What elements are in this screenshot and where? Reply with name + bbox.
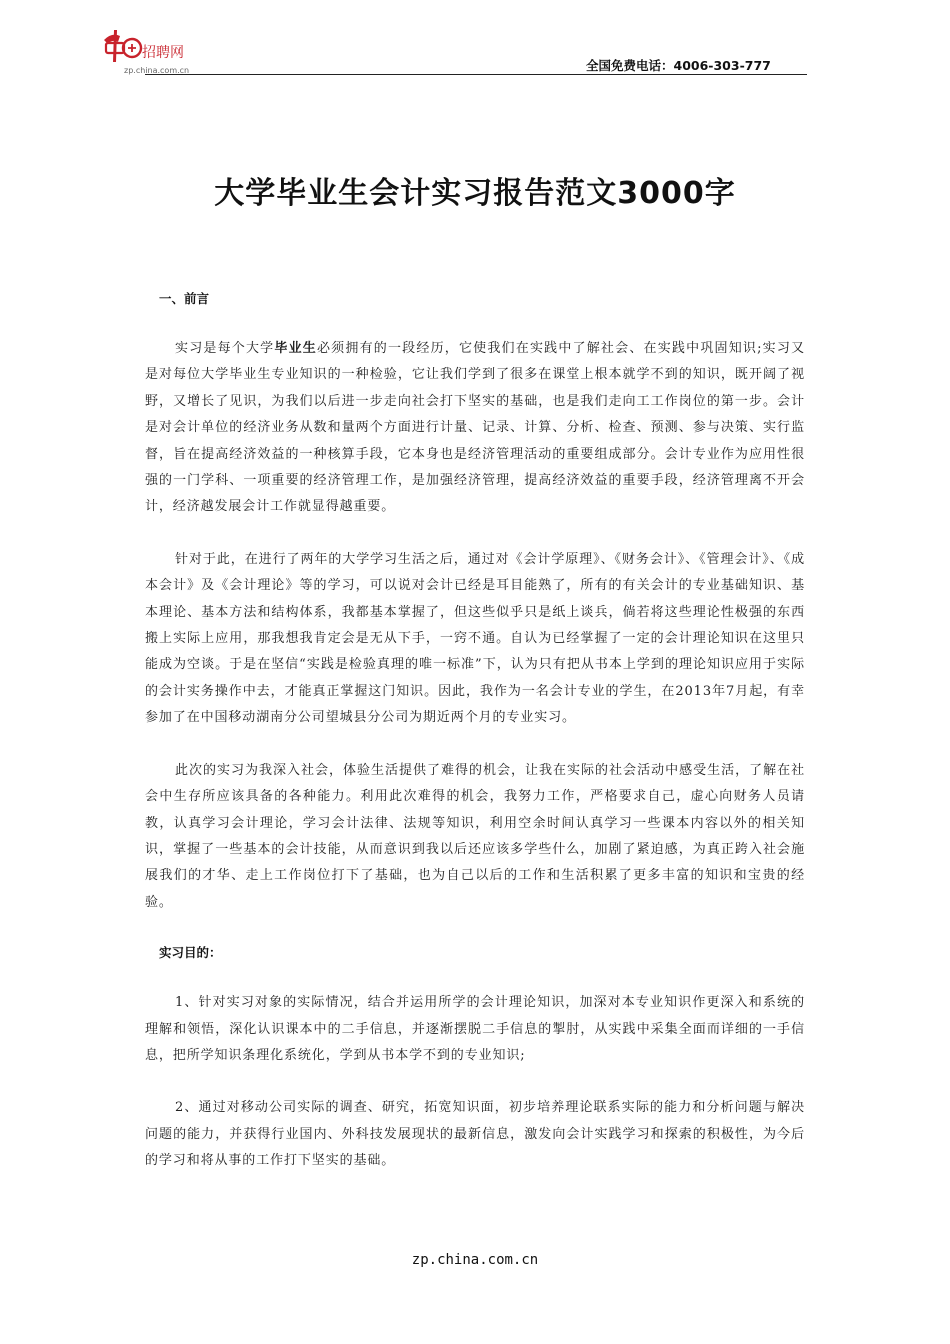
keyword-link-graduate[interactable]: 毕业生 <box>274 341 317 356</box>
header-divider <box>145 74 807 75</box>
paragraph-3: 此次的实习为我深入社会，体验生活提供了难得的机会，让我在实际的社会活动中感受生活，了解在社会中生存所应该具备的各种能力。利用此次难得的机会，我努力工作，严格要求自己，虚心向财务人员请教，认真学习会计理论，学习会计法律、法规等知识，利用空余时间认真学习一些课本内容以外的相关知识，掌握了一些基本的会计技能，从而意识到我以后还应该多学些什么，加剧了紧迫感，为真正跨入社会施展我们的才华、走上工作岗位打下了基础，也为自己以后的工作和生活积累了更多丰富的知识和宝贵的经验。 <box>145 762 805 910</box>
document-title: 大学毕业生会计实习报告范文3000字 <box>214 176 736 212</box>
paragraph-5: 2、通过对移动公司实际的调查、研究，拓宽知识面，初步培养理论联系实际的能力和分析问题与解决问题的能力，并获得行业国内、外科技发展现状的最新信息，激发向会计实践学习和探索的积极性，为今后的学习和将从事的工作打下坚实的基础。 <box>145 1100 805 1169</box>
logo-url: zp.china.com.cn <box>124 66 190 75</box>
site-logo[interactable] <box>98 28 208 74</box>
spacer <box>145 916 805 940</box>
footer-url[interactable]: zp.china.com.cn <box>411 1252 539 1268</box>
paragraph-1-rest: 必须拥有的一段经历，它使我们在实践中了解社会、在实践中巩固知识;实习又是对每位大学毕业生专业知识的一种检验，它让我们学到了很多在课堂上根本就学不到的知识，既开阔了视野，又增长了见识，为我们以后进一步走向社会打下坚实的基础，也是我们走向工工作岗位的第一步。会计是对会计单位的经济业务从数和量两个方面进行计量、记录、计算、分析、检查、预测、参与决策、实行监督，旨在提高经济效益的一种核算手段，它本身也是经济管理活动的重要组成部分。会计专业作为应用性很强的一门学科、一项重要的经济管理工作，是加强经济管理，提高经济效益的重要手段，经济管理离不开会计，经济越发展会计工作就显得越重要。 <box>145 341 805 515</box>
logo-text: 招聘网 <box>142 45 184 61</box>
section-heading-preface: 一、前言 <box>159 291 210 306</box>
hotline-text: 全国免费电话：4006-303-777 <box>586 58 771 73</box>
spacer <box>145 732 805 758</box>
paragraph-1-lead: 实习是每个大学 <box>175 341 275 356</box>
document-body <box>145 286 805 1175</box>
section-heading-purpose: 实习目的： <box>159 945 222 961</box>
spacer <box>145 521 805 547</box>
spacer <box>145 312 805 336</box>
paragraph-1 <box>145 336 805 521</box>
spacer <box>145 1069 805 1095</box>
china-logo-icon <box>98 28 144 64</box>
paragraph-2: 针对于此，在进行了两年的大学学习生活之后，通过对《会计学原理》、《财务会计》、《管理会计》、《成本会计》及《会计理论》等的学习，可以说对会计已经是耳目能熟了，所有的有关会计的专业基础知识、基本理论、基本方法和结构体系，我都基本掌握了，但这些似乎只是纸上谈兵，倘若将这些理论性极强的东西搬上实际上应用，那我想我肯定会是无从下手，一窍不通。自认为已经掌握了一定的会计理论知识在这里只能成为空谈。于是在坚信“实践是检验真理的唯一标准”下，认为只有把从书本上学到的理论知识应用于实际的会计实务操作中去，才能真正掌握这门知识。因此，我作为一名会计专业的学生，在2013年7月起，有幸参加了在中国移动湖南分公司望城县分公司为期近两个月的专业实习。 <box>145 551 805 726</box>
spacer <box>145 966 805 990</box>
paragraph-4: 1、针对实习对象的实际情况，结合并运用所学的会计理论知识，加深对本专业知识作更深入和系统的理解和领悟，深化认识课本中的二手信息，并逐渐摆脱二手信息的掣肘，从实践中采集全面而详细的一手信息，把所学知识条理化系统化，学到从书本学不到的专业知识; <box>145 995 805 1063</box>
